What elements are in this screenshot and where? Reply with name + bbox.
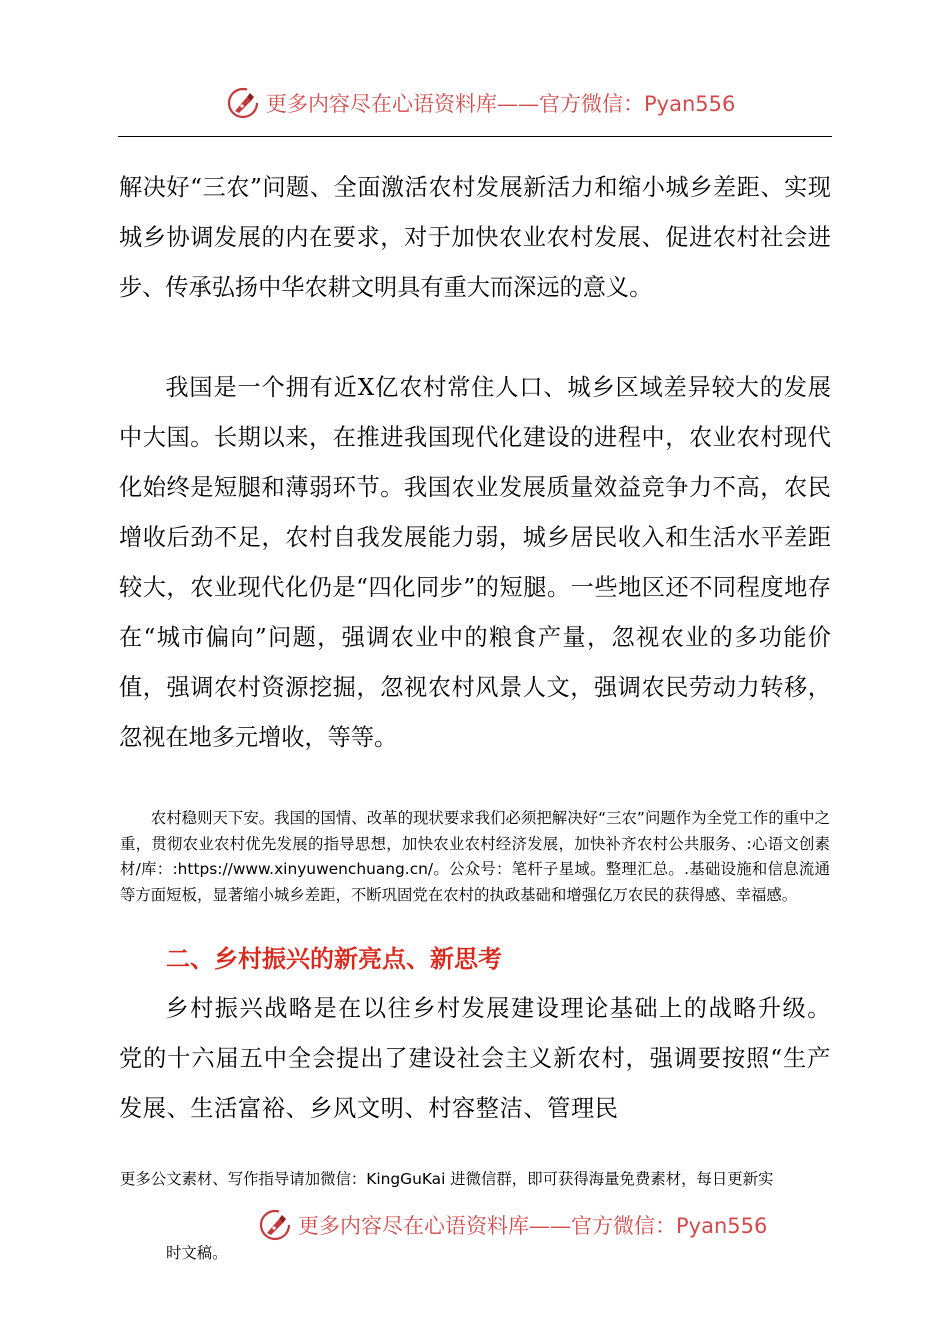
brand-separator: —— — [497, 92, 539, 116]
footer-brand-banner — [258, 1208, 767, 1242]
header-divider — [118, 136, 832, 137]
brand-wechat-label: 官方微信： — [539, 92, 644, 116]
body-paragraph-3: 乡村振兴战略是在以往乡村发展建设理论基础上的战略升级。党的十六届五中全会提出了建设社会主义新农村，强调要按照“生产发展、生活富裕、乡风文明、村容整洁、管理民 — [119, 995, 831, 1122]
body-paragraph-2: 我国是一个拥有近X亿农村常住人口、城乡区域差异较大的发展中大国。长期以来，在推进我国现代化建设的进程中，农业农村现代化始终是短腿和薄弱环节。我国农业发展质量效益竞争力不高，农民增收后劲不足，农村自我发展能力弱，城乡居民收入和生活水平差距较大，农业现代化仍是“四化同步”的短腿。一些地区还不同程度地存在“城市偏向”问题，强调农业中的粮食产量，忽视农业的多功能价值，强调农村资源挖掘，忽视农村风景人文，强调农民劳动力转移，忽视在地多元增收，等等。 — [119, 374, 831, 751]
brand-slogan: 更多内容尽在心语资料库 — [266, 92, 497, 116]
inserted-note: 农村稳则天下安。我国的国情、改革的现状要求我们必须把解决好“三农”问题作为全党工作的重中之重，贯彻农业农村优先发展的指导思想，加快农业农村经济发展，加快补齐农村公共服务、:心语文创素材/库：:https://www.xinyuwenchuang.cn/。公众号：笔杆子星域。整理汇总。.基础设施和信息流通等方面短板，显著缩小城乡差距，不断巩固党在农村的执政基础和增强亿万农民的获得感、幸福感。 — [120, 809, 830, 904]
footer-promo-tail: 时文稿。 — [166, 1244, 228, 1262]
footer-promo-line: 更多公文素材、写作指导请加微信：KingGuKai 进微信群，即可获得海量免费素材，每日更新实 — [120, 1170, 774, 1188]
brand-wechat-label: 官方微信： — [571, 1214, 676, 1238]
brand-text — [266, 88, 735, 118]
brand-wechat-id: Pyan556 — [644, 92, 736, 116]
body-paragraph-1: 解决好“三农”问题、全面激活农村发展新活力和缩小城乡差距、实现城乡协调发展的内在要求，对于加快农业农村发展、促进农村社会进步、传承弘扬中华农耕文明具有重大而深远的意义。 — [119, 174, 831, 301]
brand-wechat-id: Pyan556 — [676, 1214, 768, 1238]
pen-nib-circle-icon — [258, 1208, 292, 1242]
header-brand-banner — [226, 86, 735, 120]
pen-nib-circle-icon — [226, 86, 260, 120]
brand-separator: —— — [529, 1214, 571, 1238]
brand-slogan: 更多内容尽在心语资料库 — [298, 1214, 529, 1238]
brand-text — [298, 1210, 767, 1240]
section-heading: 二、乡村振兴的新亮点、新思考 — [166, 945, 502, 973]
